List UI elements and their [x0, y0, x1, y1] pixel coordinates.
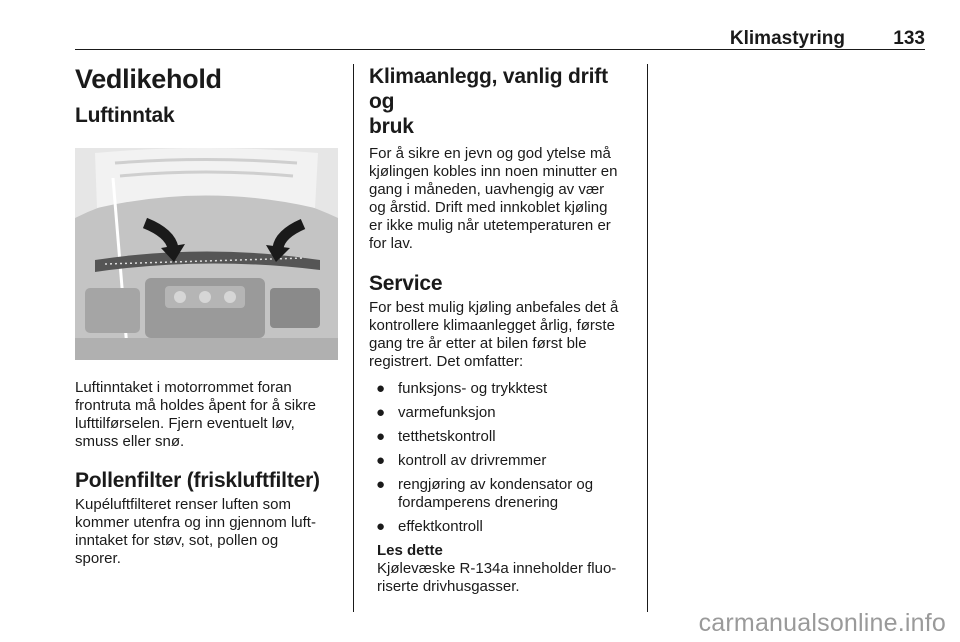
- service-checklist: [369, 380, 635, 536]
- list-item: ● effektkontroll: [376, 518, 483, 535]
- list-item: ● rengjøring av kondensator og fordamperens drenering: [376, 476, 594, 511]
- subheading-air-intake: Luftinntak: [75, 104, 175, 127]
- column-divider: [353, 64, 354, 612]
- pollen-filter-paragraph: Kupéluftfilteret renser luften som kommer utenfra og inn gjennom luft- inntaket for støv, sot, pollen og sporer.: [75, 496, 316, 567]
- air-intake-paragraph: Luftinntaket i motorrommet foran frontruta må holdes åpent for å sikre lufttilførselen. Fjern eventuelt løv, smuss eller snø.: [75, 379, 316, 450]
- note-title: Les dette: [377, 542, 443, 559]
- subheading-pollen-filter: Pollenfilter (friskluftfilter): [75, 469, 320, 492]
- note-text: Kjølevæske R-134a inneholder fluo- riserte drivhusgasser.: [377, 560, 617, 595]
- page-number: 133: [893, 28, 925, 49]
- page-header: [75, 28, 925, 50]
- watermark: carmanualsonline.info: [698, 609, 946, 637]
- engine-bay-illustration: [75, 148, 338, 360]
- list-item: ● varmefunksjon: [376, 404, 496, 421]
- left-column: [75, 62, 340, 568]
- section-heading-ac: Klimaanlegg, vanlig drift og bruk: [369, 65, 608, 138]
- column-divider: [647, 64, 648, 612]
- service-paragraph: For best mulig kjøling anbefales det å kontrollere klimaanlegget årlig, første gang tre år etter at bilen først ble registrert. Det omfatter:: [369, 299, 619, 370]
- header-rule: [75, 49, 925, 50]
- middle-column: [369, 64, 635, 596]
- section-heading-maintenance: Vedlikehold: [75, 64, 222, 94]
- ac-paragraph: For å sikre en jevn og god ytelse må kjølingen kobles inn noen minutter en gang i måneden, uavhengig av vær og årstid. Drift med innkoblet kjøling er ikke mulig når utetemperaturen er for lav.: [369, 145, 618, 252]
- list-item: ● funksjons- og trykktest: [376, 380, 548, 397]
- note-box: [369, 542, 635, 596]
- chapter-title: Klimastyring: [729, 28, 845, 49]
- section-heading-service: Service: [369, 272, 443, 295]
- list-item: ● tetthetskontroll: [376, 428, 496, 445]
- list-item: ● kontroll av drivremmer: [376, 452, 547, 469]
